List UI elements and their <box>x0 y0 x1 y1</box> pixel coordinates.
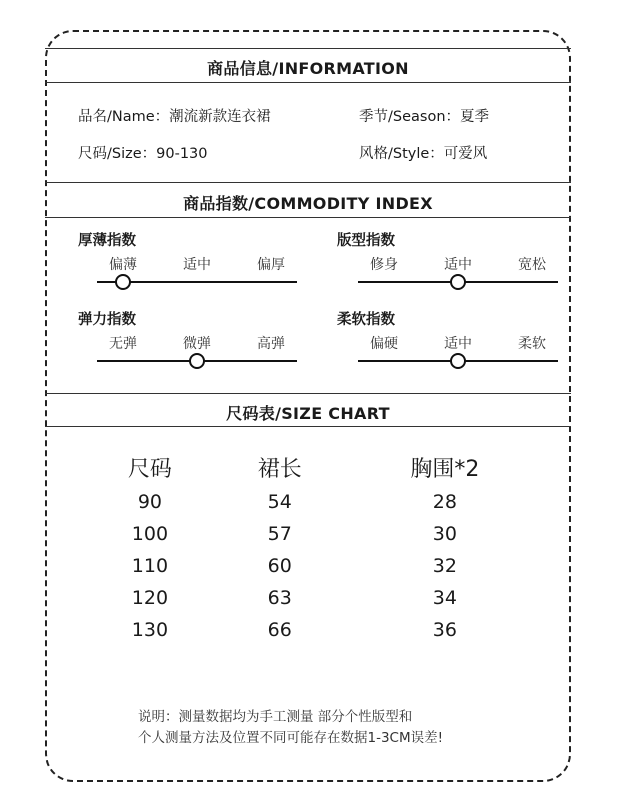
scale-option: 宽松 <box>518 257 546 273</box>
table-cell: 57 <box>267 523 292 545</box>
product-season: 季节/Season：夏季 <box>359 109 490 125</box>
table-cell: 54 <box>267 491 292 513</box>
column-header: 胸围*2 <box>410 456 480 482</box>
table-cell: 66 <box>267 619 292 641</box>
scale-option: 适中 <box>183 257 211 273</box>
table-row <box>85 518 545 550</box>
table-header-row <box>85 448 545 486</box>
product-name: 品名/Name：潮流新款连衣裙 <box>78 109 271 125</box>
table-cell: 120 <box>131 587 169 609</box>
table-cell: 110 <box>131 555 169 577</box>
scale-option: 偏硬 <box>370 336 398 352</box>
table-row <box>85 614 545 646</box>
table-cell: 28 <box>432 491 457 513</box>
table-cell: 30 <box>432 523 457 545</box>
scale-option: 修身 <box>370 257 398 273</box>
commodity-index-title: 商品指数/COMMODITY INDEX <box>183 194 433 213</box>
table-cell: 63 <box>267 587 292 609</box>
table-cell: 36 <box>432 619 457 641</box>
scale-option: 适中 <box>444 257 472 273</box>
scale-option: 柔软 <box>518 336 546 352</box>
scale-marker <box>189 353 205 369</box>
table-cell: 60 <box>267 555 292 577</box>
table-cell: 130 <box>131 619 169 641</box>
scale-option: 微弹 <box>183 336 211 352</box>
divider <box>45 182 571 183</box>
divider <box>45 217 571 218</box>
divider <box>45 393 571 394</box>
divider <box>45 426 571 427</box>
scale-marker <box>450 274 466 290</box>
information-title: 商品信息/INFORMATION <box>207 59 409 78</box>
scale-marker <box>450 353 466 369</box>
thickness-index-label: 厚薄指数 <box>78 233 136 249</box>
elasticity-index-scale <box>97 333 297 373</box>
scale-option: 适中 <box>444 336 472 352</box>
table-row <box>85 486 545 518</box>
measurement-note: 说明：测量数据均为手工测量 部分个性版型和 <box>138 709 413 725</box>
column-header: 裙长 <box>257 456 302 482</box>
table-cell: 34 <box>432 587 457 609</box>
elasticity-index-label: 弹力指数 <box>78 312 136 328</box>
table-cell: 32 <box>432 555 457 577</box>
scale-option: 高弹 <box>257 336 285 352</box>
scale-marker <box>115 274 131 290</box>
softness-index-label: 柔软指数 <box>337 312 395 328</box>
fit-index-scale <box>358 254 558 294</box>
thickness-index-scale <box>97 254 297 294</box>
measurement-note: 个人测量方法及位置不同可能存在数据1-3CM误差! <box>138 730 444 746</box>
table-row <box>85 550 545 582</box>
product-style: 风格/Style：可爱风 <box>359 146 488 162</box>
table-cell: 100 <box>131 523 169 545</box>
softness-index-scale <box>358 333 558 373</box>
table-cell: 90 <box>137 491 162 513</box>
size-chart-table <box>85 448 545 646</box>
column-header: 尺码 <box>127 456 172 482</box>
product-size: 尺码/Size：90-130 <box>78 146 208 162</box>
size-chart-title: 尺码表/SIZE CHART <box>226 404 390 423</box>
fit-index-label: 版型指数 <box>337 233 395 249</box>
divider <box>45 82 571 83</box>
table-row <box>85 582 545 614</box>
scale-option: 偏薄 <box>109 257 137 273</box>
divider <box>45 48 571 49</box>
scale-option: 无弹 <box>109 336 137 352</box>
scale-option: 偏厚 <box>257 257 285 273</box>
